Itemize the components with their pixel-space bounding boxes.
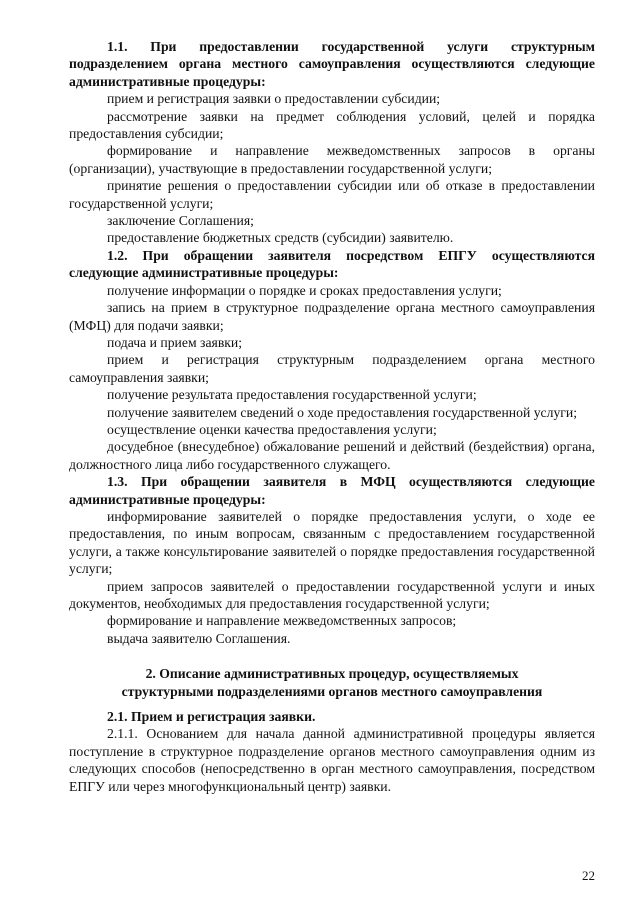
list-item: запись на прием в структурное подразделение органа местного самоуправления (МФЦ) для подачи заявки; [69, 300, 595, 333]
list-item: получение заявителем сведений о ходе предоставления государственной услуги; [107, 404, 578, 420]
list-item: выдача заявителю Соглашения. [107, 630, 291, 646]
list-item: досудебное (внесудебное) обжалование решений и действий (бездействия) органа, должностного лица либо государственного служащего. [69, 439, 595, 472]
list-item: заключение Соглашения; [107, 213, 254, 229]
list-item: принятие решения о предоставлении субсидии или об отказе в предоставлении государственной услуги; [69, 178, 595, 211]
list-item: получение информации о порядке и сроках предоставления услуги; [107, 282, 502, 298]
list-item: подача и прием заявки; [107, 334, 243, 350]
section-heading-1-2: 1.2. При обращении заявителя посредством ЕПГУ осуществляются следующие административные процедуры: [69, 247, 595, 281]
list-item: прием запросов заявителей о предоставлении государственной услуги и иных документов, необходимых для предоставления государственной услуги; [69, 578, 595, 611]
list-item: формирование и направление межведомственных запросов; [107, 613, 457, 629]
list-item: прием и регистрация структурным подразделением органа местного самоуправления заявки; [69, 352, 595, 385]
paragraph-2-1-1: 2.1.1. Основанием для начала данной административной процедуры является поступление в структурное подразделение органов местного самоуправления одним из следующих способов (непосредственно в орган местного самоуправления, посредством ЕПГУ или через многофункциональный центр) заявки. [69, 726, 595, 794]
section-heading-1-1: 1.1. При предоставлении государственной услуги структурным подразделением органа местного самоуправления осуществляются следующие административные процедуры: [69, 39, 595, 89]
list-item: получение результата предоставления государственной услуги; [107, 387, 477, 403]
spacer [69, 647, 595, 665]
list-item: информирование заявителей о порядке предоставления услуги, о ходе ее предоставления, по иным вопросам, связанным с предоставлением государственной услуги, а также консультирование заявителей о порядке предоставления государственной услуги; [69, 508, 595, 577]
chapter-title-line-2: структурными подразделениями органов местного самоуправления [121, 683, 543, 699]
page-number: 22 [582, 868, 595, 883]
chapter-title-line-1: 2. Описание административных процедур, осуществляемых [145, 666, 519, 682]
list-item: осуществление оценки качества предоставления услуги; [107, 421, 437, 437]
list-item: формирование и направление межведомственных запросов в органы (организации), участвующие в предоставлении государственной услуги; [69, 143, 595, 176]
subsection-heading-2-1: 2.1. Прием и регистрация заявки. [107, 709, 316, 725]
spacer [69, 700, 595, 708]
section-heading-1-3: 1.3. При обращении заявителя в МФЦ осуществляются следующие административные процедуры: [69, 474, 595, 507]
list-item: предоставление бюджетных средств (субсидии) заявителю. [107, 230, 454, 246]
document-page [69, 38, 595, 795]
list-item: рассмотрение заявки на предмет соблюдения условий, целей и порядка предоставления субсидии; [69, 108, 595, 142]
list-item: прием и регистрация заявки о предоставлении субсидии; [107, 91, 441, 107]
